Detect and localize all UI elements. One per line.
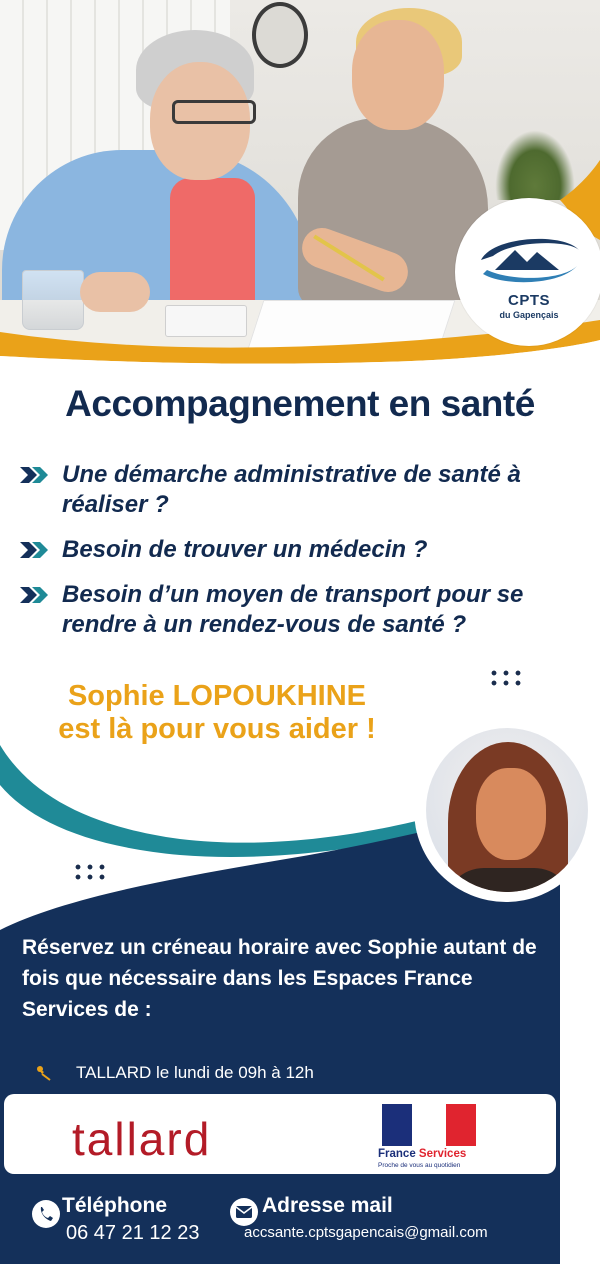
list-item-text: Besoin d’un moyen de transport pour se rendre à un rendez-vous de santé ? [62, 581, 524, 638]
email-address[interactable]: accsante.cptsgapencais@gmail.com [244, 1224, 488, 1241]
elderly-woman-hand [80, 272, 150, 312]
schedule-slot [34, 1061, 534, 1087]
phone-contact [32, 1194, 232, 1254]
flag-white-band [412, 1104, 446, 1146]
list-item-text: Une démarche administrative de santé à réaliser ? [62, 461, 521, 518]
sophie-portrait [426, 728, 588, 892]
chevron-right-double-icon [20, 467, 50, 483]
mail-icon [230, 1198, 258, 1226]
list-item [16, 580, 586, 640]
list-item-text: Besoin de trouver un médecin ? [62, 536, 428, 563]
mountain-logo-icon [473, 230, 583, 290]
chevron-right-double-icon [20, 587, 50, 603]
france-services-word-2: Services [418, 1148, 467, 1160]
email-contact [230, 1194, 550, 1254]
phone-label: Téléphone [62, 1194, 168, 1217]
list-item [16, 535, 586, 565]
tallard-wordmark: tallard [72, 1113, 212, 1165]
slot-text: TALLARD le lundi de 09h à 12h [76, 1063, 314, 1082]
question-list [16, 460, 586, 640]
wall-clock [252, 2, 308, 68]
reservation-text: Réservez un créneau horaire avec Sophie autant de fois que nécessaire dans les Espaces France Services de : [22, 936, 537, 1021]
france-services-word-1: France [378, 1148, 416, 1160]
young-woman-face [352, 20, 444, 130]
list-item [16, 460, 586, 520]
cpts-logo [455, 198, 600, 346]
flag-red-band [446, 1104, 476, 1146]
logo-subtitle: du Gapençais [499, 310, 559, 320]
helper-name: Sophie LOPOUKHINE [67, 680, 367, 712]
decorative-dots [488, 668, 524, 686]
eyeglasses [172, 100, 256, 124]
phone-icon [32, 1200, 60, 1228]
tallard-logo [72, 1104, 272, 1164]
phone-number[interactable]: 06 47 21 12 23 [66, 1222, 200, 1244]
chevron-right-double-icon [20, 542, 50, 558]
partner-logos [4, 1094, 556, 1174]
elderly-woman-shirt [170, 178, 255, 306]
france-services-tagline: Proche de vous au quotidien [378, 1162, 461, 1169]
flag-blue-band [382, 1104, 412, 1146]
pin-icon [34, 1063, 54, 1083]
page-title: Accompagnement en santé [65, 383, 535, 424]
helper-tagline: est là pour vous aider ! [58, 713, 376, 745]
email-label: Adresse mail [262, 1194, 393, 1217]
portrait-face [476, 768, 546, 860]
france-services-name [378, 1148, 466, 1160]
decorative-dots [72, 862, 108, 880]
france-services-logo [378, 1100, 488, 1170]
logo-name: CPTS [507, 292, 550, 309]
